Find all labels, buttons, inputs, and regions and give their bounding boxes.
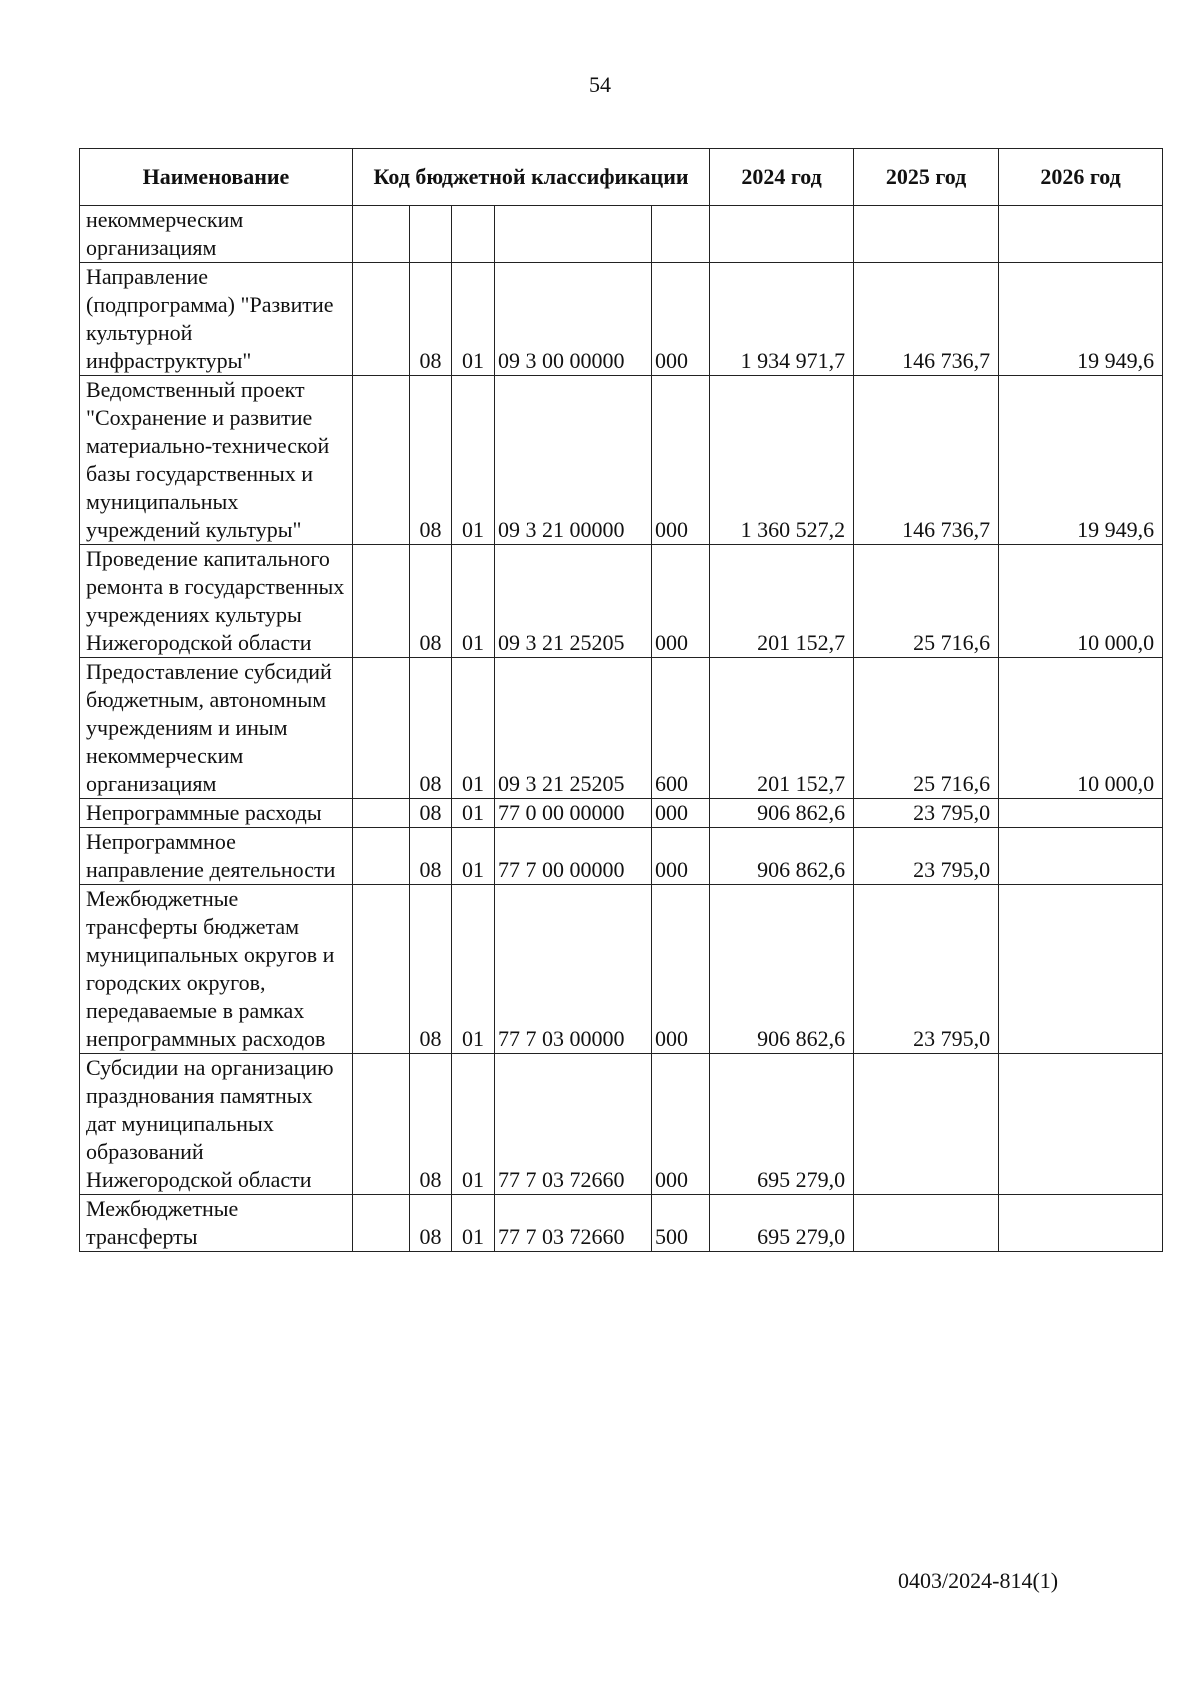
row-value-2024: 201 152,7 xyxy=(710,545,854,658)
row-code-2: 08 xyxy=(410,545,452,658)
row-code-4: 77 0 00 00000 xyxy=(495,799,652,828)
row-value-2025 xyxy=(854,1054,999,1195)
row-code-1 xyxy=(353,1054,410,1195)
table-row xyxy=(80,1195,1163,1252)
row-code-5: 000 xyxy=(652,376,710,545)
row-code-1 xyxy=(353,263,410,376)
row-value-2026 xyxy=(999,885,1163,1054)
row-code-2: 08 xyxy=(410,885,452,1054)
row-name: Предоставление субсидий бюджетным, автономным учреждениям и иным некоммерческим организациям xyxy=(80,658,353,799)
row-value-2026: 19 949,6 xyxy=(999,263,1163,376)
row-code-4: 09 3 21 00000 xyxy=(495,376,652,545)
row-value-2024: 906 862,6 xyxy=(710,799,854,828)
row-value-2025 xyxy=(854,1195,999,1252)
row-code-3: 01 xyxy=(452,1054,495,1195)
table-row xyxy=(80,828,1163,885)
row-code-5: 500 xyxy=(652,1195,710,1252)
row-value-2024: 201 152,7 xyxy=(710,658,854,799)
row-code-5: 000 xyxy=(652,885,710,1054)
row-code-5: 000 xyxy=(652,263,710,376)
row-code-4: 09 3 21 25205 xyxy=(495,658,652,799)
row-code-2: 08 xyxy=(410,828,452,885)
row-code-4: 77 7 03 00000 xyxy=(495,885,652,1054)
budget-table xyxy=(79,148,1163,1252)
row-value-2024: 906 862,6 xyxy=(710,828,854,885)
row-code-4: 09 3 21 25205 xyxy=(495,545,652,658)
row-code-2: 08 xyxy=(410,1054,452,1195)
row-name: Межбюджетные трансферты xyxy=(80,1195,353,1252)
row-value-2025: 23 795,0 xyxy=(854,799,999,828)
row-code-1 xyxy=(353,545,410,658)
header-2026: 2026 год xyxy=(999,149,1163,206)
header-2024: 2024 год xyxy=(710,149,854,206)
row-value-2026 xyxy=(999,1195,1163,1252)
row-code-2 xyxy=(410,206,452,263)
table-row xyxy=(80,376,1163,545)
row-name: Непрограммное направление деятельности xyxy=(80,828,353,885)
row-value-2024: 695 279,0 xyxy=(710,1054,854,1195)
table-row xyxy=(80,206,1163,263)
row-value-2025: 25 716,6 xyxy=(854,658,999,799)
row-code-1 xyxy=(353,799,410,828)
row-code-4: 77 7 03 72660 xyxy=(495,1195,652,1252)
row-code-3 xyxy=(452,206,495,263)
header-2025: 2025 год xyxy=(854,149,999,206)
row-code-2: 08 xyxy=(410,263,452,376)
row-code-3: 01 xyxy=(452,545,495,658)
row-value-2025: 25 716,6 xyxy=(854,545,999,658)
row-name: Проведение капитального ремонта в государственных учреждениях культуры Нижегородской области xyxy=(80,545,353,658)
row-code-1 xyxy=(353,376,410,545)
row-code-3: 01 xyxy=(452,376,495,545)
row-code-3: 01 xyxy=(452,828,495,885)
table-row xyxy=(80,885,1163,1054)
row-value-2026: 10 000,0 xyxy=(999,545,1163,658)
row-value-2026 xyxy=(999,206,1163,263)
row-code-2: 08 xyxy=(410,376,452,545)
row-code-2: 08 xyxy=(410,1195,452,1252)
table-header-row xyxy=(80,149,1163,206)
row-code-5: 000 xyxy=(652,799,710,828)
row-code-3: 01 xyxy=(452,1195,495,1252)
row-code-1 xyxy=(353,885,410,1054)
row-name: некоммерческим организациям xyxy=(80,206,353,263)
row-code-3: 01 xyxy=(452,658,495,799)
row-code-4: 77 7 03 72660 xyxy=(495,1054,652,1195)
row-code-2: 08 xyxy=(410,799,452,828)
row-name: Субсидии на организацию празднования памятных дат муниципальных образований Нижегородской области xyxy=(80,1054,353,1195)
row-value-2024: 906 862,6 xyxy=(710,885,854,1054)
row-code-1 xyxy=(353,206,410,263)
row-value-2024: 1 360 527,2 xyxy=(710,376,854,545)
row-code-5: 000 xyxy=(652,828,710,885)
row-code-3: 01 xyxy=(452,885,495,1054)
table-row xyxy=(80,545,1163,658)
row-name: Межбюджетные трансферты бюджетам муниципальных округов и городских округов, передаваемые в рамках непрограммных расходов xyxy=(80,885,353,1054)
row-value-2026 xyxy=(999,1054,1163,1195)
header-code: Код бюджетной классификации xyxy=(353,149,710,206)
row-value-2026: 19 949,6 xyxy=(999,376,1163,545)
row-value-2025: 146 736,7 xyxy=(854,263,999,376)
row-code-1 xyxy=(353,658,410,799)
row-code-4: 77 7 00 00000 xyxy=(495,828,652,885)
row-name: Ведомственный проект "Сохранение и развитие материально-технической базы государственных и муниципальных учреждений культуры" xyxy=(80,376,353,545)
row-value-2024 xyxy=(710,206,854,263)
header-name: Наименование xyxy=(80,149,353,206)
document-code: 0403/2024-814(1) xyxy=(898,1568,1059,1593)
row-name: Непрограммные расходы xyxy=(80,799,353,828)
row-value-2026: 10 000,0 xyxy=(999,658,1163,799)
row-code-5: 000 xyxy=(652,545,710,658)
row-value-2026 xyxy=(999,799,1163,828)
row-value-2024: 1 934 971,7 xyxy=(710,263,854,376)
page-number: 54 xyxy=(589,72,611,97)
row-value-2026 xyxy=(999,828,1163,885)
table-row xyxy=(80,658,1163,799)
row-code-4 xyxy=(495,206,652,263)
row-name: Направление (подпрограмма) "Развитие культурной инфраструктуры" xyxy=(80,263,353,376)
table-row xyxy=(80,799,1163,828)
row-code-5: 000 xyxy=(652,1054,710,1195)
row-code-3: 01 xyxy=(452,799,495,828)
row-value-2025 xyxy=(854,206,999,263)
row-value-2024: 695 279,0 xyxy=(710,1195,854,1252)
row-code-1 xyxy=(353,1195,410,1252)
row-code-4: 09 3 00 00000 xyxy=(495,263,652,376)
row-code-5: 600 xyxy=(652,658,710,799)
row-code-3: 01 xyxy=(452,263,495,376)
row-code-1 xyxy=(353,828,410,885)
table-row xyxy=(80,263,1163,376)
row-code-5 xyxy=(652,206,710,263)
row-value-2025: 146 736,7 xyxy=(854,376,999,545)
row-code-2: 08 xyxy=(410,658,452,799)
row-value-2025: 23 795,0 xyxy=(854,828,999,885)
row-value-2025: 23 795,0 xyxy=(854,885,999,1054)
table-row xyxy=(80,1054,1163,1195)
